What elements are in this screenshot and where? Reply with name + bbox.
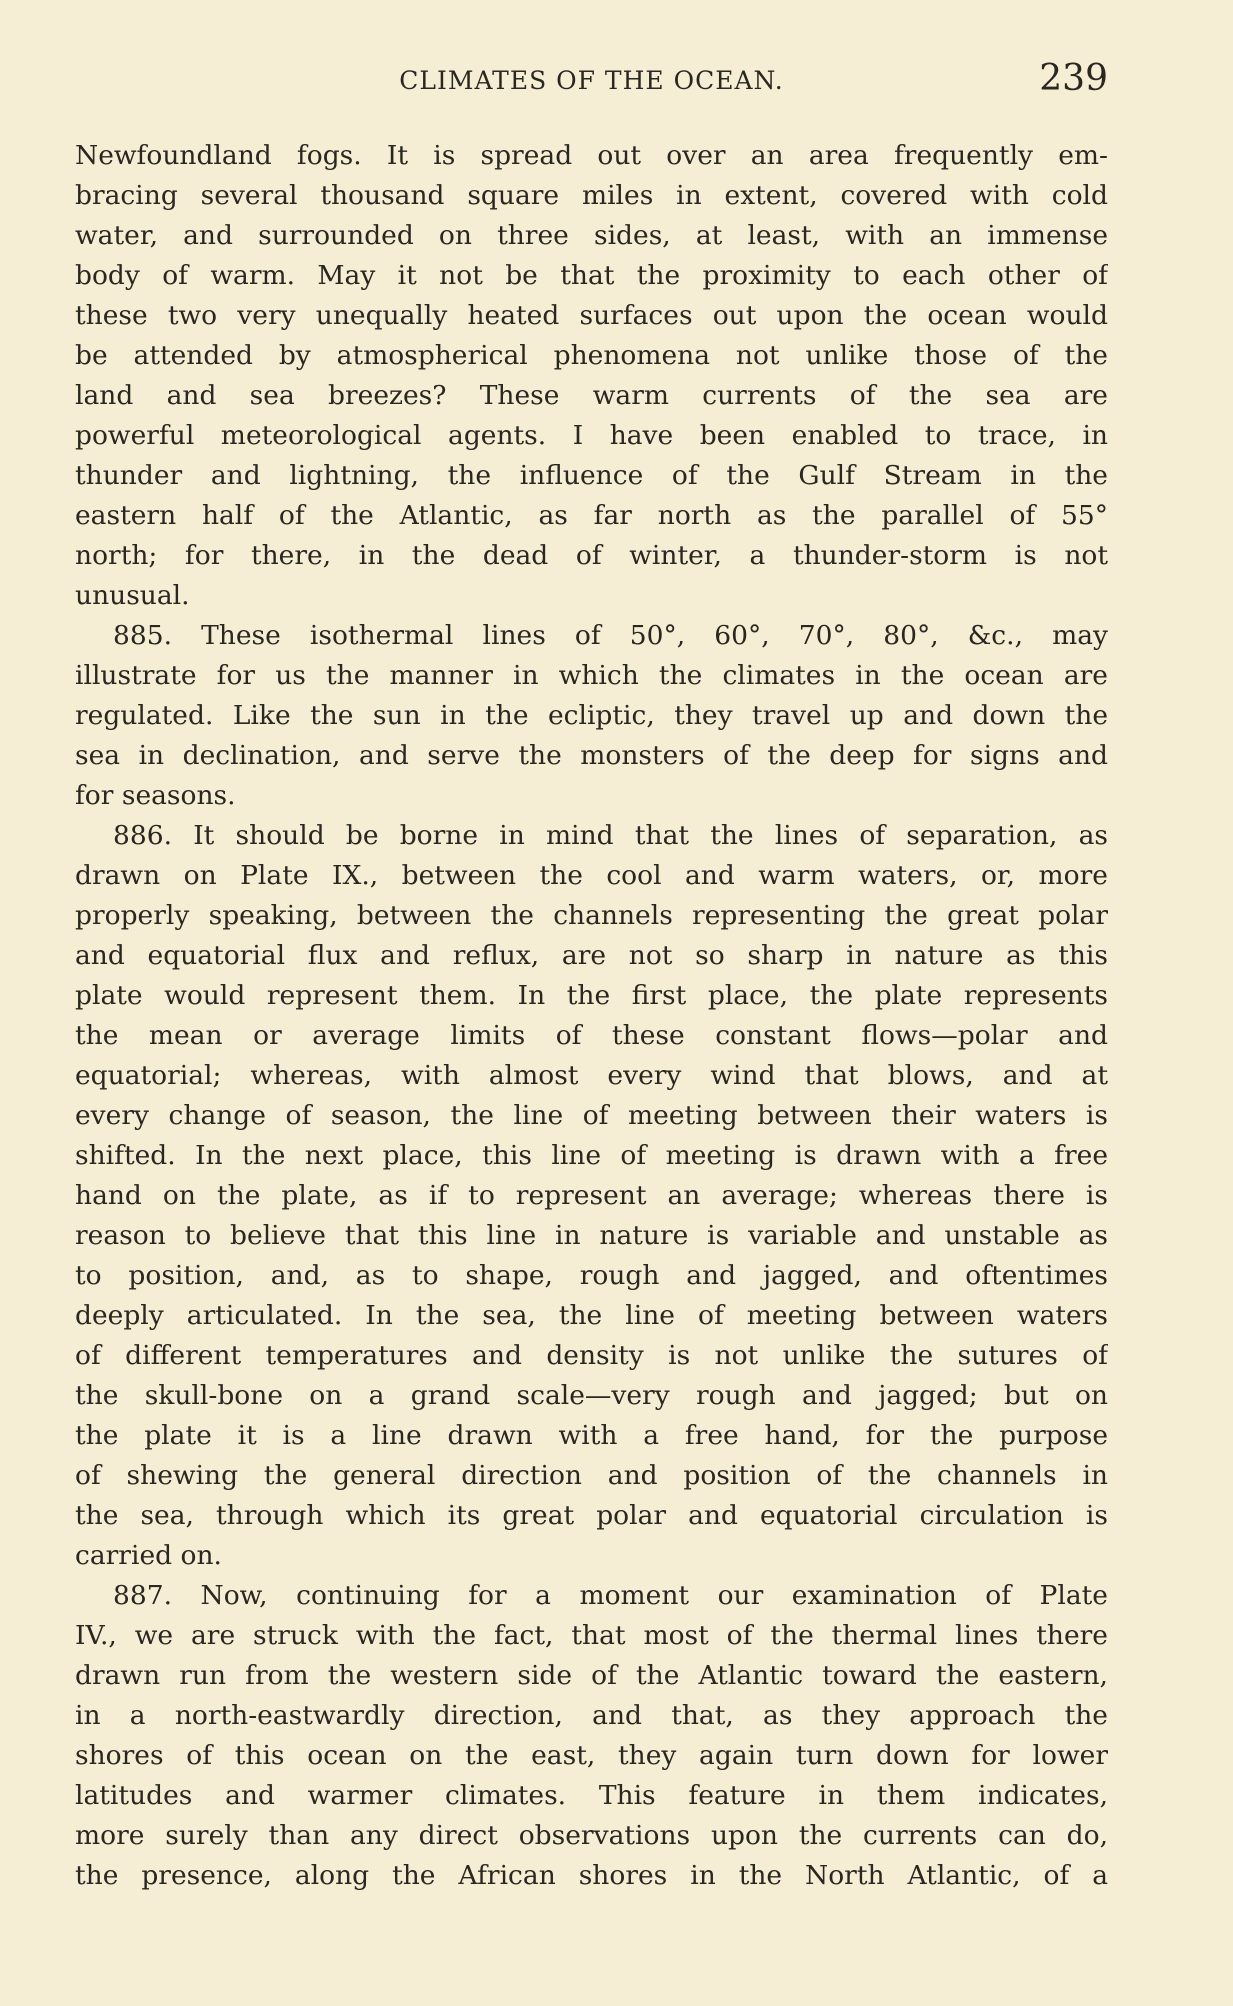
text-line: be attended by atmospherical phenomena not unlike those of the bbox=[75, 340, 1108, 371]
text-line: north; for there, in the dead of winter, a thunder-storm is not bbox=[75, 540, 1108, 571]
text-line: for seasons. bbox=[75, 780, 236, 811]
text-line: body of warm. May it not be that the proximity to each other of bbox=[75, 260, 1108, 291]
text-line: land and sea breezes? These warm currents of the sea are bbox=[75, 380, 1108, 411]
text-line: eastern half of the Atlantic, as far north as the parallel of 55° bbox=[75, 500, 1108, 531]
text-line: the skull-bone on a grand scale—very rough and jagged; but on bbox=[75, 1380, 1108, 1411]
text-line: the presence, along the African shores in the North Atlantic, of a bbox=[75, 1860, 1108, 1891]
text-line: regulated. Like the sun in the ecliptic, they travel up and down the bbox=[75, 700, 1108, 731]
text-line: properly speaking, between the channels representing the great polar bbox=[75, 900, 1108, 931]
paragraph bbox=[75, 816, 1108, 1576]
text-line: 886. It should be borne in mind that the lines of separation, as bbox=[113, 820, 1108, 851]
text-line: the mean or average limits of these constant flows—polar and bbox=[75, 1020, 1108, 1051]
paragraph bbox=[75, 1576, 1108, 1896]
text-line: unusual. bbox=[75, 580, 190, 611]
text-line: and equatorial flux and reflux, are not so sharp in nature as this bbox=[75, 940, 1108, 971]
page-number: 239 bbox=[1039, 58, 1108, 99]
text-line: carried on. bbox=[75, 1540, 222, 1571]
text-line: shores of this ocean on the east, they again turn down for lower bbox=[75, 1740, 1108, 1771]
text-line: deeply articulated. In the sea, the line of meeting between waters bbox=[75, 1300, 1108, 1331]
text-line: reason to believe that this line in nature is variable and unstable as bbox=[75, 1220, 1108, 1251]
text-line: these two very unequally heated surfaces out upon the ocean would bbox=[75, 300, 1108, 331]
body-text bbox=[75, 136, 1108, 1896]
text-line: IV., we are struck with the fact, that most of the thermal lines there bbox=[75, 1620, 1108, 1651]
text-line: drawn run from the western side of the Atlantic toward the eastern, bbox=[75, 1660, 1108, 1691]
running-title: CLIMATES OF THE OCEAN. bbox=[399, 66, 784, 95]
text-line: every change of season, the line of meeting between their waters is bbox=[75, 1100, 1108, 1131]
text-line: 885. These isothermal lines of 50°, 60°, 70°, 80°, &c., may bbox=[113, 620, 1108, 651]
text-line: bracing several thousand square miles in extent, covered with cold bbox=[75, 180, 1108, 211]
text-line: powerful meteorological agents. I have been enabled to trace, in bbox=[75, 420, 1108, 451]
text-line: the sea, through which its great polar and equatorial circulation is bbox=[75, 1500, 1108, 1531]
text-line: equatorial; whereas, with almost every wind that blows, and at bbox=[75, 1060, 1108, 1091]
paragraph bbox=[75, 616, 1108, 816]
text-line: hand on the plate, as if to represent an average; whereas there is bbox=[75, 1180, 1108, 1211]
text-line: to position, and, as to shape, rough and jagged, and oftentimes bbox=[75, 1260, 1108, 1291]
text-line: illustrate for us the manner in which the climates in the ocean are bbox=[75, 660, 1108, 691]
text-line: shifted. In the next place, this line of meeting is drawn with a free bbox=[75, 1140, 1108, 1171]
text-line: plate would represent them. In the first place, the plate represents bbox=[75, 980, 1108, 1011]
text-line: of shewing the general direction and position of the channels in bbox=[75, 1460, 1108, 1491]
text-line: sea in declination, and serve the monsters of the deep for signs and bbox=[75, 740, 1108, 771]
text-line: drawn on Plate IX., between the cool and warm waters, or, more bbox=[75, 860, 1108, 891]
text-line: thunder and lightning, the influence of the Gulf Stream in the bbox=[75, 460, 1108, 491]
text-line: in a north-eastwardly direction, and that, as they approach the bbox=[75, 1700, 1108, 1731]
text-line: Newfoundland fogs. It is spread out over an area frequently em- bbox=[75, 140, 1108, 171]
text-line: latitudes and warmer climates. This feature in them indicates, bbox=[75, 1780, 1108, 1811]
text-line: water, and surrounded on three sides, at least, with an immense bbox=[75, 220, 1108, 251]
text-line: of different temperatures and density is not unlike the sutures of bbox=[75, 1340, 1108, 1371]
text-line: the plate it is a line drawn with a free hand, for the purpose bbox=[75, 1420, 1108, 1451]
text-line: 887. Now, continuing for a moment our examination of Plate bbox=[113, 1580, 1108, 1611]
text-line: more surely than any direct observations upon the currents can do, bbox=[75, 1820, 1108, 1851]
paragraph bbox=[75, 136, 1108, 616]
page-header bbox=[75, 58, 1108, 102]
